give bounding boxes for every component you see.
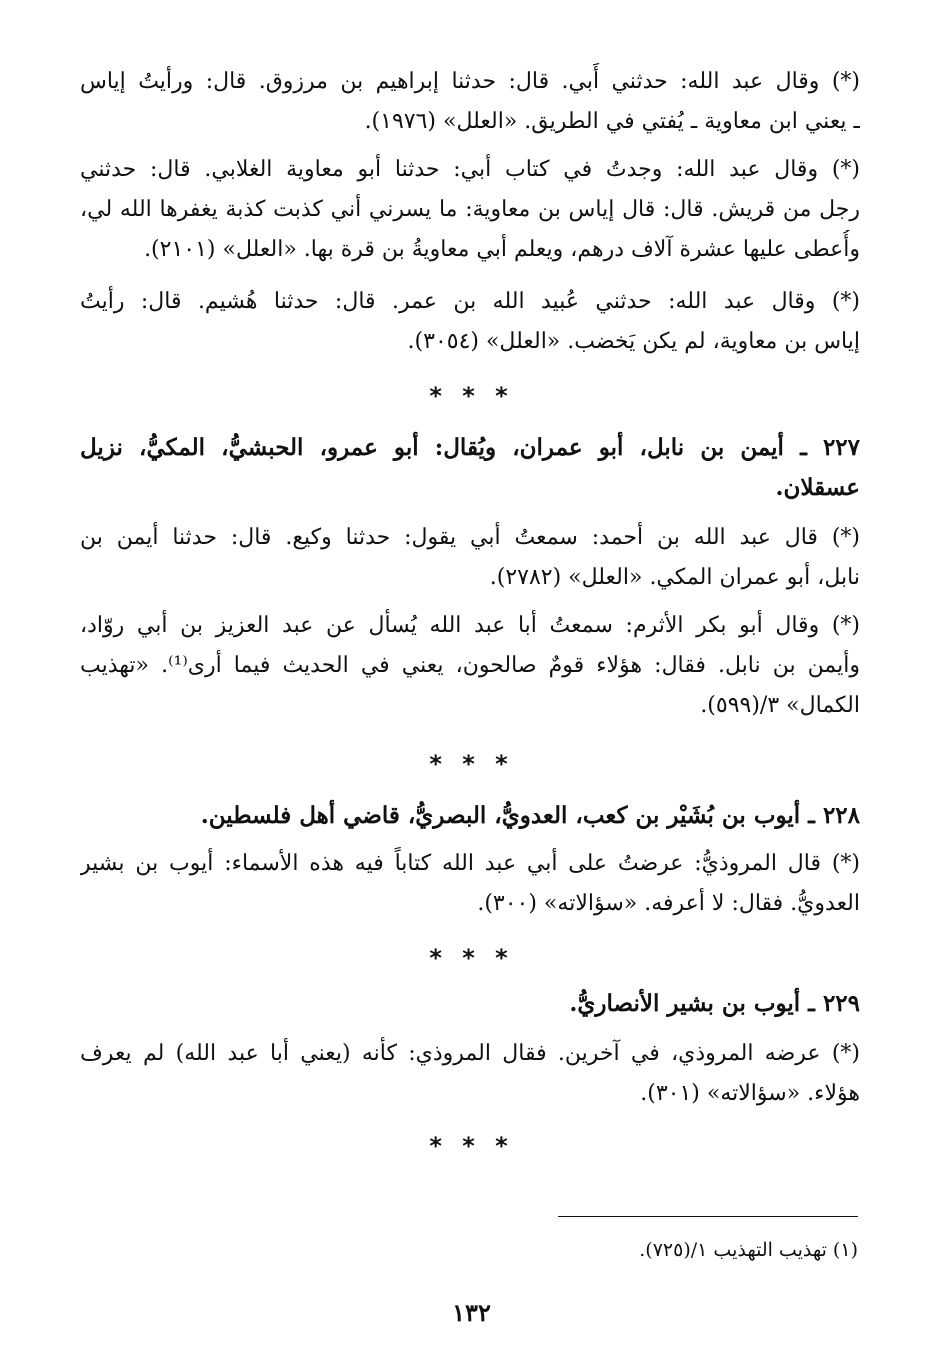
text-line: إياس بن معاوية، لم يكن يَخضب. «العلل» (٣٠٥٤).: [407, 329, 860, 354]
text-line: رجل من قريش. قال: قال إياس بن معاوية: ما يسرني أني كذبت كذبة يغفرها الله لي،: [80, 197, 860, 222]
text-line: (*) عرضه المروذي، في آخرين. فقال المروذي: كأنه (يعني أبا عبد الله) لم يعرف: [80, 1041, 860, 1066]
text-line: وأيمن بن نابل. فقال: هؤلاء قومٌ صالحون، يعني في الحديث فيما أرى⁽¹⁾. «تهذيب: [80, 653, 860, 678]
paragraph-6: [80, 844, 860, 924]
text-line: (*) وقال عبد الله: حدثني أَبي. قال: حدثنا إبراهيم بن مرزوق. قال: ورأيتُ إياس: [80, 69, 860, 94]
section-separator: * * *: [429, 944, 514, 972]
text-line: الكمال» ٣/(٥٩٩).: [700, 693, 860, 718]
entry-heading-line: ٢٢٧ ـ أيمن بن نابل، أبو عمران، ويُقال: أبو عمرو، الحبشيُّ، المكيُّ، نزيل: [80, 434, 860, 461]
paragraph-5: [80, 606, 860, 726]
paragraph-2: [80, 150, 860, 270]
footnote: (١) تهذيب التهذيب ١/(٧٢٥).: [639, 1239, 858, 1261]
paragraph-7: [80, 1034, 860, 1114]
text-line: (*) قال المروذيُّ: عرضتُ على أبي عبد الله كتاباً فيه هذه الأسماء: أيوب بن بشير: [80, 851, 860, 876]
section-separator: * * *: [429, 1132, 514, 1160]
text-line: (*) وقال أبو بكر الأثرم: سمعتُ أبا عبد الله يُسأل عن عبد العزيز بن أبي روّاد،: [80, 613, 860, 638]
paragraph-3: [80, 282, 860, 362]
entry-heading-228: [80, 796, 860, 836]
page-number: ١٣٢: [452, 1298, 491, 1327]
text-line: (*) وقال عبد الله: وجدتُ في كتاب أبي: حدثنا أبو معاوية الغلابي. قال: حدثني: [80, 157, 860, 182]
entry-heading-line: ٢٢٩ ـ أيوب بن بشير الأنصاريُّ.: [569, 990, 860, 1017]
paragraph-4: [80, 518, 860, 598]
footnote-divider: [558, 1216, 858, 1217]
text-line: العدويُّ. فقال: لا أعرفه. «سؤالاته» (٣٠٠).: [477, 891, 860, 916]
text-line: وأُعطى عليها عشرة آلاف درهم، ويعلم أبي معاويةُ بن قرة بها. «العلل» (٢١٠١).: [144, 237, 860, 262]
text-line: (*) وقال عبد الله: حدثني عُبيد الله بن عمر. قال: حدثنا هُشيم. قال: رأيتُ: [80, 289, 860, 314]
text-line: ـ يعني ابن معاوية ـ يُفتي في الطريق. «العلل» (١٩٧٦).: [364, 109, 860, 134]
paragraph-1: [80, 62, 860, 142]
entry-heading-line: عسقلان.: [775, 474, 860, 501]
entry-heading-229: [80, 984, 860, 1024]
entry-heading-227: [80, 428, 860, 508]
text-line: (*) قال عبد الله بن أحمد: سمعتُ أبي يقول: حدثنا وكيع. قال: حدثنا أيمن بن: [80, 525, 860, 550]
section-separator: * * *: [429, 382, 514, 410]
entry-heading-line: ٢٢٨ ـ أيوب بن بُشَيْر بن كعب، العدويُّ، البصريُّ، قاضي أهل فلسطين.: [200, 802, 860, 829]
text-line: نابل، أبو عمران المكي. «العلل» (٢٧٨٢).: [489, 565, 860, 590]
section-separator: * * *: [429, 750, 514, 778]
text-line: هؤلاء. «سؤالاته» (٣٠١).: [640, 1081, 860, 1106]
